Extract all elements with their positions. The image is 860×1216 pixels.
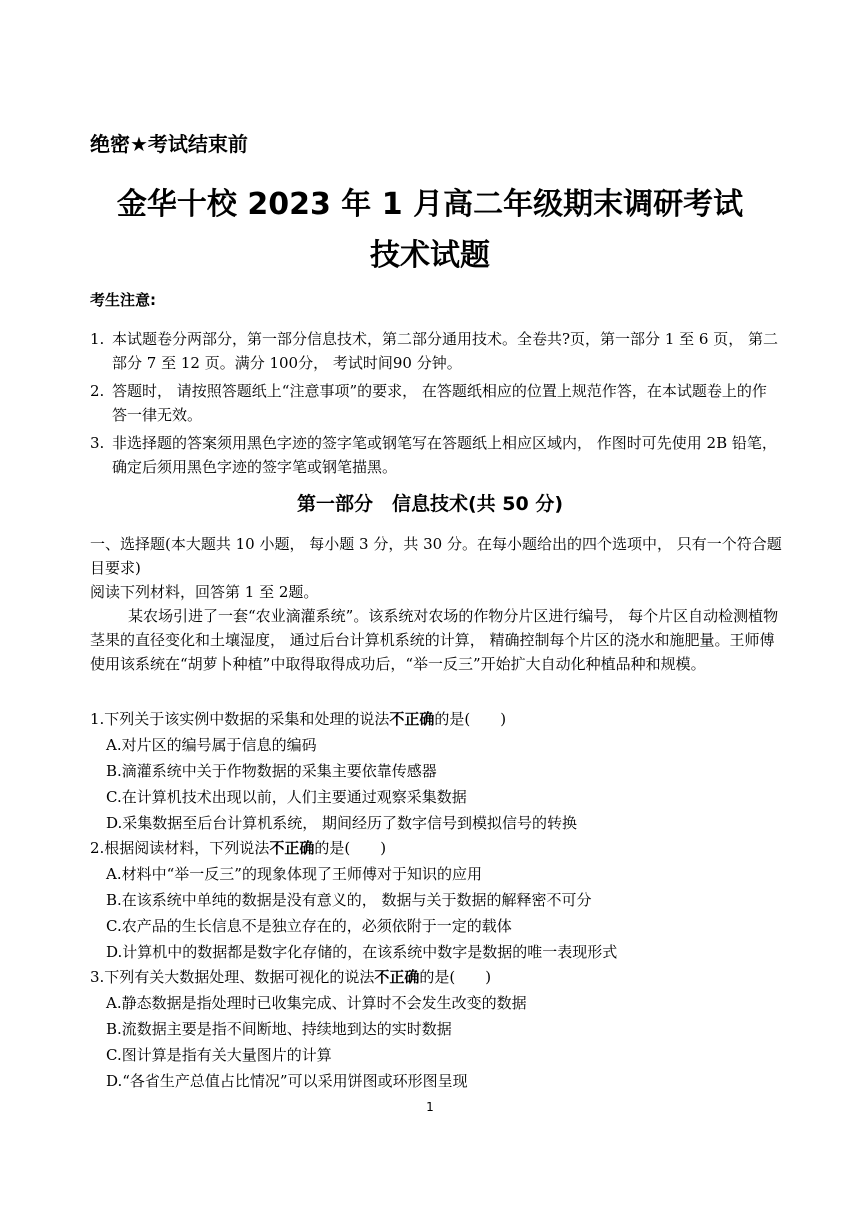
exam-title: 金华十校 2023 年 1 月高二年级期末调研考试 bbox=[116, 187, 744, 222]
section-instruction: 一、选择题(本大题共 10 小题， 每小题 3 分，共 30 分。在每小题给出的四个选项中， 只有一个符合题目要求) bbox=[90, 535, 782, 577]
option-d: D.采集数据至后台计算机系统， 期间经历了数字信号到模拟信号的转换 bbox=[106, 814, 578, 832]
notice-item-text: 非选择题的答案须用黑色字迹的签字笔或钢笔写在答题纸上相应区域内， 作图时可先使用 2B 铅笔， 确定后须用黑色字迹的签字笔或钢笔描黑。 bbox=[112, 434, 777, 476]
question-stem-text: 3.下列有关大数据处理、数据可视化的说法 bbox=[90, 968, 375, 986]
question-stem-text: 2.根据阅读材料，下列说法 bbox=[90, 839, 270, 857]
option-c: C.图计算是指有关大量图片的计算 bbox=[106, 1046, 332, 1064]
emphasis-not-correct: 不正确 bbox=[389, 710, 435, 728]
question-stem-text: 1.下列关于该实例中数据的采集和处理的说法 bbox=[90, 710, 390, 728]
option-b: B.在该系统中单纯的数据是没有意义的， 数据与关于数据的解释密不可分 bbox=[106, 891, 592, 909]
question-stem bbox=[90, 965, 785, 989]
notice-item-number: 1. bbox=[90, 330, 105, 348]
option-c: C.在计算机技术出现以前，人们主要通过观察采集数据 bbox=[106, 788, 467, 806]
option-a: A.材料中“举一反三”的现象体现了王师傅对于知识的应用 bbox=[106, 865, 482, 883]
notice-item-text: 本试题卷分两部分，第一部分信息技术，第二部分通用技术。全卷共?页，第一部分 1 至 6 页， 第二部分 7 至 12 页。满分 100分， 考试时间90 分钟。 bbox=[112, 330, 778, 372]
notice-item bbox=[90, 327, 780, 375]
emphasis-not-correct: 不正确 bbox=[374, 968, 420, 986]
notice-item bbox=[90, 379, 780, 427]
question-stem-tail: 的是( ) bbox=[434, 710, 507, 728]
confidential-mark: 绝密★考试结束前 bbox=[90, 132, 248, 156]
emphasis-not-correct: 不正确 bbox=[269, 839, 315, 857]
question-stem-tail: 的是( ) bbox=[419, 968, 492, 986]
option-a: A.静态数据是指处理时已收集完成、计算时不会发生改变的数据 bbox=[106, 994, 527, 1012]
question-stem bbox=[90, 707, 785, 731]
option-d: D.“各省生产总值占比情况”可以采用饼图或环形图呈现 bbox=[106, 1072, 468, 1090]
exam-subtitle: 技术试题 bbox=[370, 238, 490, 273]
option-b: B.滴灌系统中关于作物数据的采集主要依靠传感器 bbox=[106, 762, 437, 780]
option-c: C.农产品的生长信息不是独立存在的，必须依附于一定的载体 bbox=[106, 917, 512, 935]
reading-material: 某农场引进了一套“农业滴灌系统”。该系统对农场的作物分片区进行编号， 每个片区自动检测植物茎果的直径变化和土壤湿度， 通过后台计算机系统的计算， 精确控制每个片区的浇水和施肥量。王师傅使用该系统在“胡萝卜种植”中取得取得成功后，“举一反三”开始扩大自动化种植品种和规模。 bbox=[90, 607, 779, 673]
page-number: 1 bbox=[426, 1100, 434, 1114]
notice-heading: 考生注意: bbox=[90, 291, 156, 309]
notice-item-number: 2. bbox=[90, 382, 105, 400]
option-b: B.流数据主要是指不间断地、持续地到达的实时数据 bbox=[106, 1020, 452, 1038]
question-stem bbox=[90, 836, 785, 860]
notice-item-text: 答题时， 请按照答题纸上“注意事项”的要求， 在答题纸相应的位置上规范作答，在本试题卷上的作答一律无效。 bbox=[112, 382, 767, 424]
notice-item bbox=[90, 431, 780, 479]
option-a: A.对片区的编号属于信息的编码 bbox=[106, 736, 317, 754]
reading-prompt: 阅读下列材料，回答第 1 至 2题。 bbox=[90, 583, 319, 601]
notice-item-number: 3. bbox=[90, 434, 105, 452]
option-d: D.计算机中的数据都是数字化存储的，在该系统中数字是数据的唯一表现形式 bbox=[106, 943, 618, 961]
section-title: 第一部分 信息技术(共 50 分) bbox=[296, 493, 564, 515]
question-stem-tail: 的是( ) bbox=[314, 839, 387, 857]
